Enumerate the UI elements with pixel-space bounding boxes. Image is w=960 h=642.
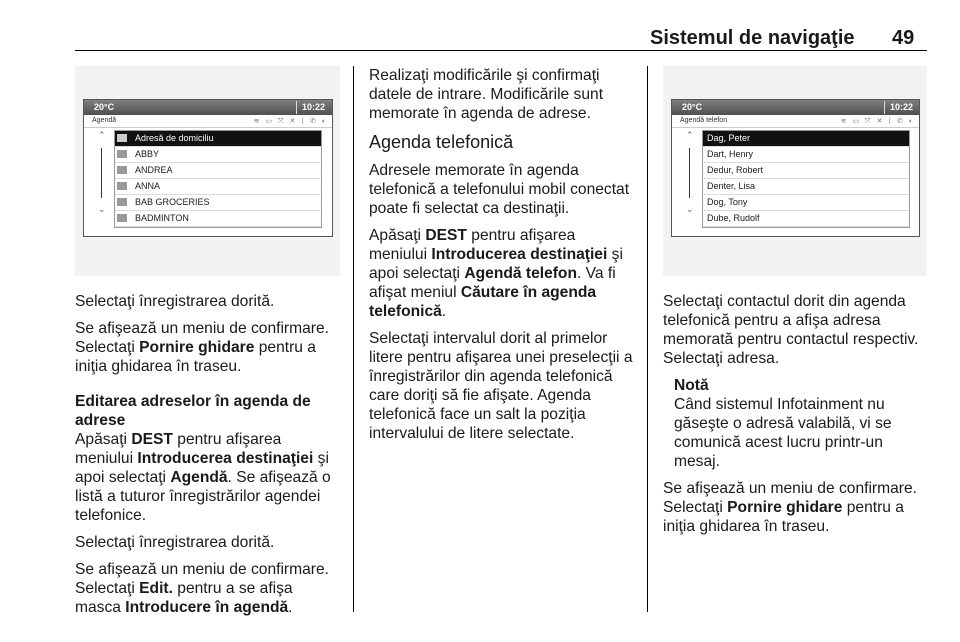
paragraph: Apăsaţi DEST pentru afişarea meniului Introducerea destinaţiei şi apoi selectaţi Agendă telefon. Va fi afişat meniul Căutare în agenda telefonică. (369, 227, 623, 320)
scroll-up-icon[interactable]: ⌃ (98, 130, 106, 140)
column-2 (369, 66, 635, 451)
list-item[interactable]: ANNA (115, 179, 321, 195)
section-title: Sistemul de navigaţie (650, 27, 855, 49)
list-item[interactable]: Dog, Tony (703, 195, 909, 211)
display-screen (671, 99, 920, 237)
status-bar (672, 100, 919, 115)
contact-icon (117, 214, 127, 222)
status-separator (296, 101, 297, 114)
clock: 10:22 (890, 102, 914, 112)
paragraph: Adresele memorate în agenda telefonică a telefonului mobil conectat poate fi selectat ca destinaţii. (369, 162, 630, 217)
paragraph: Apăsaţi DEST pentru afişarea meniului Introducerea destinaţiei şi apoi selectaţi Agendă. Se afişează o listă a tuturor înregistrărilor agendei telefonice. (75, 431, 331, 524)
contact-icon (117, 182, 127, 190)
scrollbar[interactable] (101, 148, 102, 198)
column-3 (663, 292, 933, 544)
menu-title: Agendă (92, 117, 117, 124)
temperature: 20°C (682, 102, 703, 112)
list-item[interactable]: BAB GROCERIES (115, 195, 321, 211)
contact-icon (117, 166, 127, 174)
list-item[interactable]: Dart, Henry (703, 147, 909, 163)
clock: 10:22 (302, 102, 326, 112)
phonebook-list (702, 130, 910, 228)
paragraph: Selectaţi intervalul dorit al primelor litere pentru afişarea unei preselecţii a înregistrărilor din agenda telefonică care doriţi să fie afişate. Agenda telefonică face un salt la poziţia intervalului de litere selectate. (369, 330, 633, 442)
status-separator (884, 101, 885, 114)
poi-icon (117, 198, 127, 206)
display-screen (83, 99, 333, 237)
list-item[interactable]: ANDREA (115, 163, 321, 179)
paragraph: Se afişează un meniu de confirmare. Selectaţi Pornire ghidare pentru a iniţia ghidarea în traseu. (75, 320, 329, 375)
column-divider (647, 66, 648, 612)
note-title: Notă (674, 377, 709, 394)
note-text: Când sistemul Infotainment nu găseşte o adresă valabilă, vi se comunică acest lucru printr-un mesaj. (674, 396, 892, 470)
column-1 (75, 292, 341, 625)
list-item[interactable]: Denter, Lisa (703, 179, 909, 195)
menu-title: Agendă telefon (680, 117, 728, 124)
paragraph: Se afişează un meniu de confirmare. Selectaţi Pornire ghidare pentru a iniţia ghidarea în traseu. (663, 480, 917, 535)
paragraph: Se afişează un meniu de confirmare. Selectaţi Edit. pentru a se afişa masca Introducere în agendă. (75, 561, 329, 616)
column-divider (353, 66, 354, 612)
list-item[interactable]: Dube, Rudolf (703, 211, 909, 227)
screenshot-phone-book (663, 66, 927, 276)
status-icons: ≋ ▭ ⤧ ✕ ⟨ ✆ ◐ (253, 118, 328, 125)
paragraph: Selectaţi înregistrarea dorită. (75, 293, 275, 310)
address-list (114, 130, 322, 228)
contact-icon (117, 150, 127, 158)
scroll-down-icon[interactable]: ⌄ (98, 204, 106, 214)
menu-subtitle-bar (84, 115, 332, 128)
list-item[interactable]: BADMINTON (115, 211, 321, 227)
status-bar (84, 100, 332, 115)
subheading: Editarea adreselor în agenda de adrese (75, 393, 311, 429)
screenshot-address-book (75, 66, 340, 276)
home-icon (117, 134, 127, 142)
paragraph: Selectaţi contactul dorit din agenda telefonică pentru a afişa adresa memorată pentru contactul respectiv. Selectaţi adresa. (663, 293, 919, 367)
header-rule (75, 50, 927, 51)
paragraph: Realizaţi modificările şi confirmaţi datele de intrare. Modificările sunt memorate în agenda de adrese. (369, 67, 604, 122)
list-item[interactable]: Adresă de domiciliu (115, 131, 321, 147)
menu-subtitle-bar (672, 115, 919, 128)
status-icons: ≋ ▭ ⤧ ✕ ⟨ ✆ ◐ (840, 118, 915, 125)
page-number: 49 (892, 27, 915, 49)
scrollbar[interactable] (689, 148, 690, 198)
section-heading: Agenda telefonică (369, 132, 514, 152)
list-item[interactable]: ABBY (115, 147, 321, 163)
scroll-up-icon[interactable]: ⌃ (686, 130, 694, 140)
temperature: 20°C (94, 102, 115, 112)
paragraph: Selectaţi înregistrarea dorită. (75, 534, 275, 551)
list-item[interactable]: Dag, Peter (703, 131, 909, 147)
note-box (663, 376, 933, 471)
list-item[interactable]: Dedur, Robert (703, 163, 909, 179)
scroll-down-icon[interactable]: ⌄ (686, 204, 694, 214)
